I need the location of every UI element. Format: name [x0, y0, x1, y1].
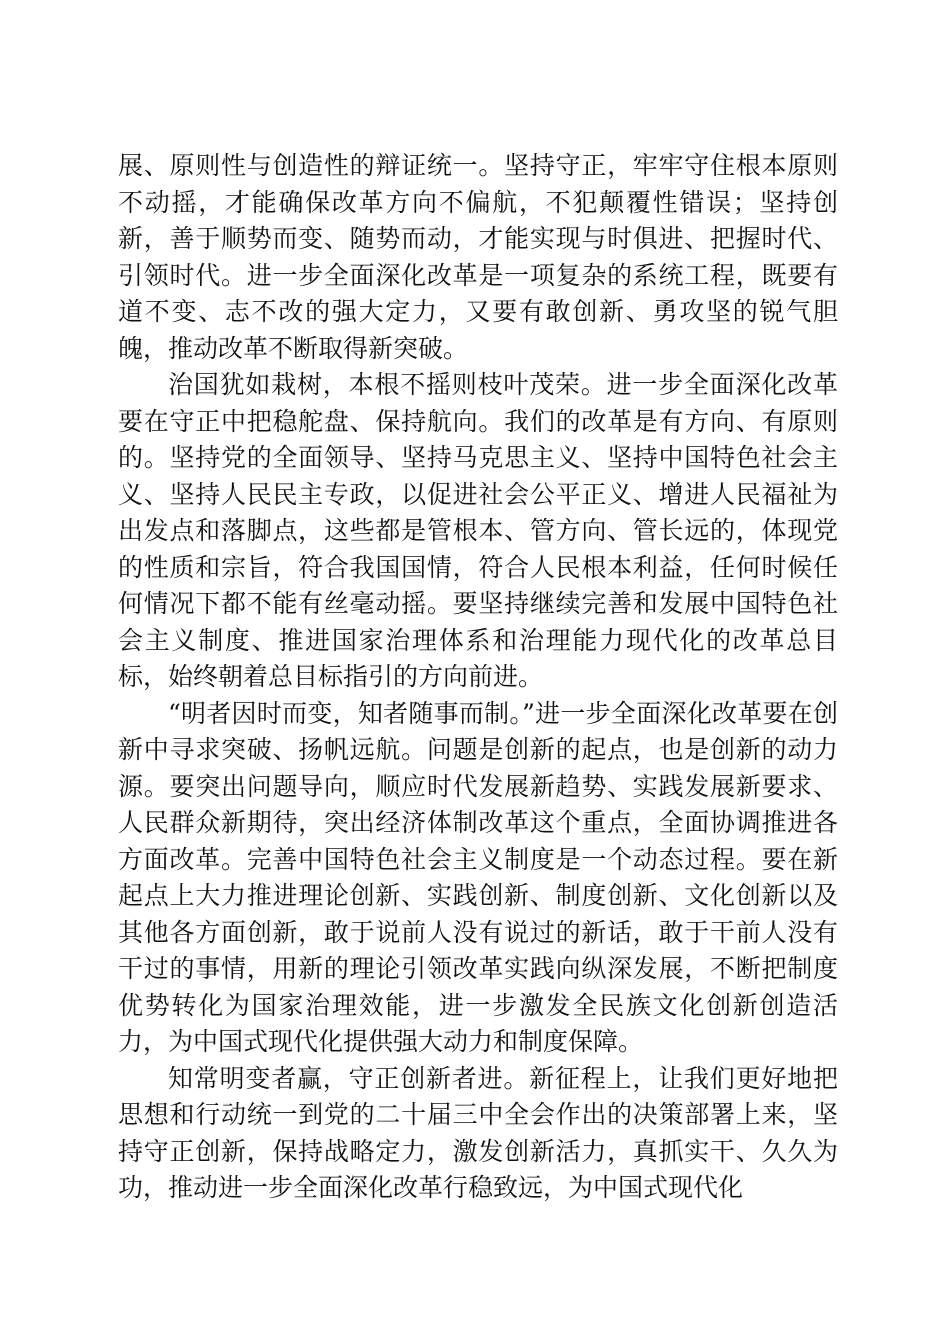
paragraph-2: 治国犹如栽树，本根不摇则枝叶茂荣。进一步全面深化改革要在守正中把稳舵盘、保持航向。我们的改革是有方向、有原则的。坚持党的全面领导、坚持马克思主义、坚持中国特色社会主义、坚持人民民主专政，以促进社会公平正义、增进人民福祉为出发点和落脚点，这些都是管根本、管方向、管长远的，体现党的性质和宗旨，符合我国国情，符合人民根本利益，任何时候任何情况下都不能有丝毫动摇。要坚持继续完善和发展中国特色社会主义制度、推进国家治理体系和治理能力现代化的改革总目标，始终朝着总目标指引的方向前进。 [118, 370, 838, 691]
paragraph-3: “明者因时而变，知者随事而制。”进一步全面深化改革要在创新中寻求突破、扬帆远航。问题是创新的起点，也是创新的动力源。要突出问题导向，顺应时代发展新趋势、实践发展新要求、人民群众新期待，突出经济体制改革这个重点，全面协调推进各方面改革。完善中国特色社会主义制度是一个动态过程。要在新起点上大力推进理论创新、实践创新、制度创新、文化创新以及其他各方面创新，敢于说前人没有说过的新话，敢于干前人没有干过的事情，用新的理论引领改革实践向纵深发展，不断把制度优势转化为国家治理效能，进一步激发全民族文化创新创造活力，为中国式现代化提供强大动力和制度保障。 [118, 698, 838, 1056]
body-text [118, 148, 838, 1207]
paragraph-4: 知常明变者赢，守正创新者进。新征程上，让我们更好地把思想和行动统一到党的二十届三中全会作出的决策部署上来，坚持守正创新，保持战略定力，激发创新活力，真抓实干、久久为功，推动进一步全面深化改革行稳致远，为中国式现代化 [118, 1063, 838, 1202]
paragraph-1: 展、原则性与创造性的辩证统一。坚持守正，牢牢守住根本原则不动摇，才能确保改革方向不偏航，不犯颠覆性错误；坚持创新，善于顺势而变、随势而动，才能实现与时俱进、把握时代、引领时代。进一步全面深化改革是一项复杂的系统工程，既要有道不变、志不改的强大定力，又要有敢创新、勇攻坚的锐气胆魄，推动改革不断取得新突破。 [118, 151, 838, 363]
